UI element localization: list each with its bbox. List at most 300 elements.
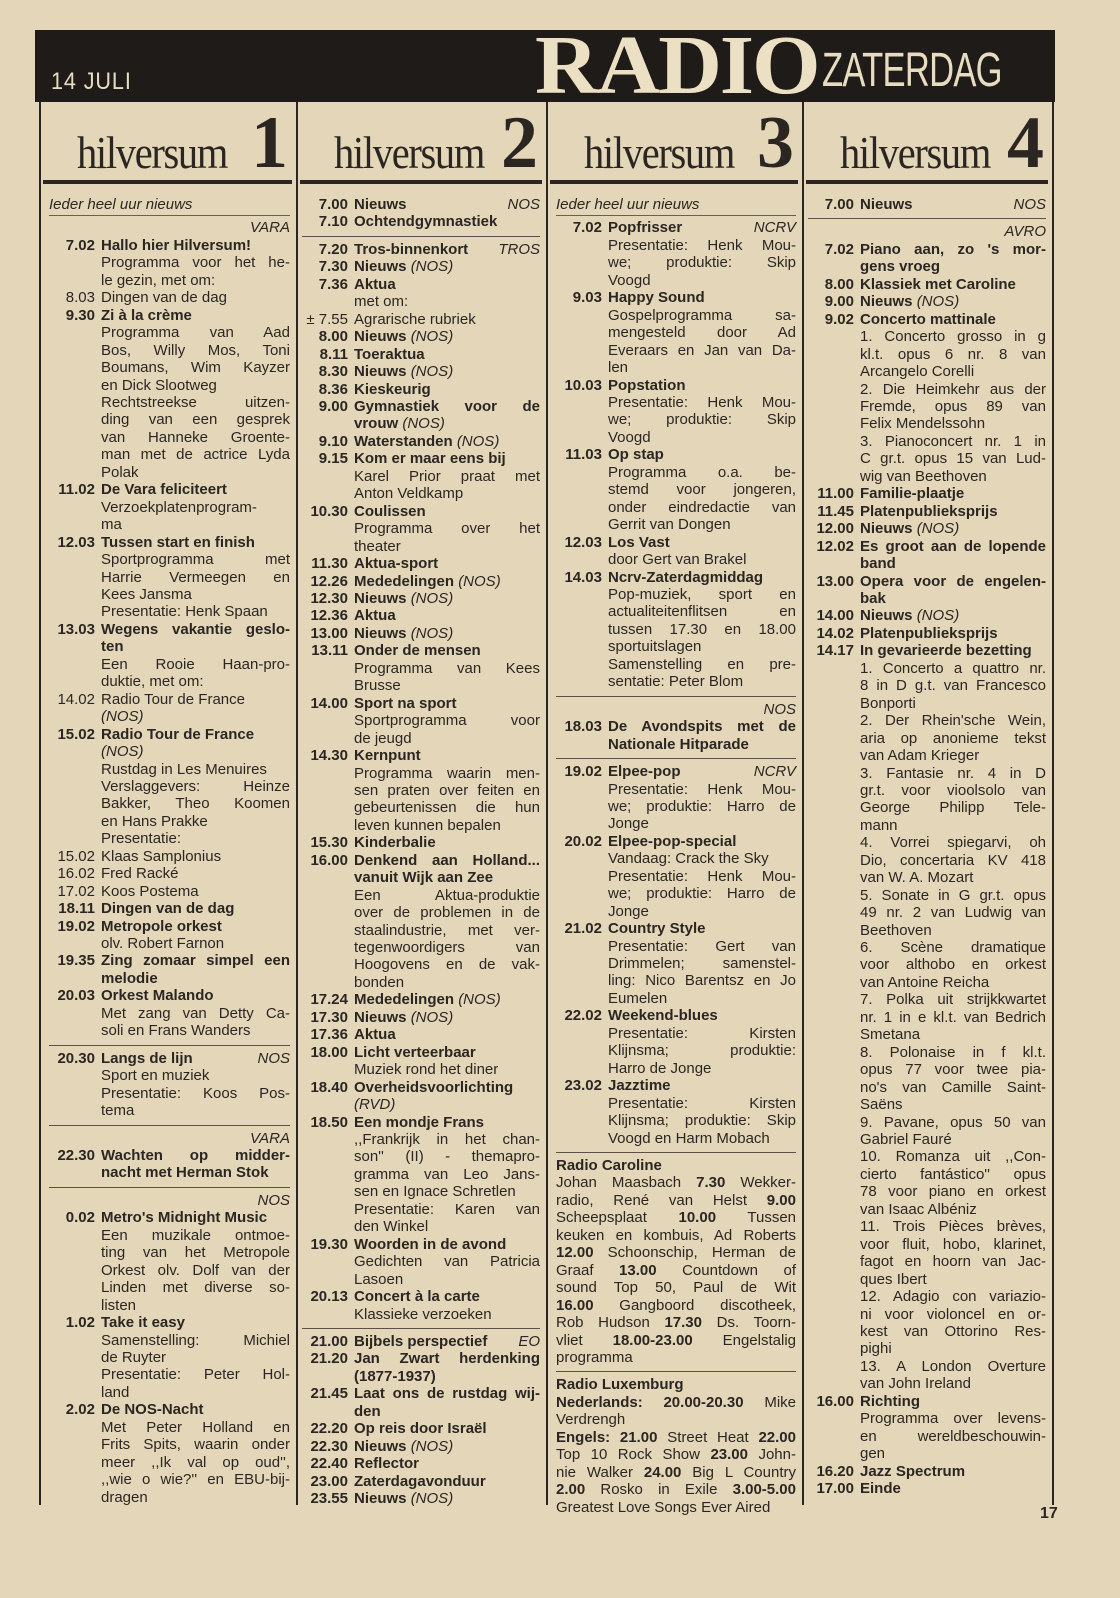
programme-time: 8.36 [318, 380, 348, 398]
column-divider [1052, 102, 1054, 1505]
programme-title-line [101, 848, 290, 865]
programme-time: 7.02 [824, 240, 854, 258]
programme-entry [556, 219, 796, 289]
programme-title: Orkest Malando [101, 987, 214, 1005]
programme-title-line [354, 869, 540, 886]
programme-title-line [860, 538, 1046, 555]
programme-description-line: Jonge [608, 815, 649, 833]
programme-title: gens vroeg [860, 258, 941, 276]
programme-title: Nieuws [354, 196, 407, 213]
programme-details [354, 311, 540, 328]
programme-description-line: cierto fantástico'' opus [860, 1165, 1046, 1183]
programme-title: Piano aan, zo 's mor- [860, 240, 1046, 258]
programme-title: Licht verteerbaar [354, 1043, 476, 1061]
programme-entry [49, 900, 290, 917]
programme-details [101, 307, 290, 482]
programme-time: 13.00 [816, 572, 854, 590]
programme-title-line [101, 1314, 290, 1331]
programme-title-line [354, 1044, 540, 1061]
broadcaster-note: (NOS) [916, 520, 960, 538]
programme-time: 12.02 [816, 537, 854, 555]
programme-entry [302, 1114, 540, 1236]
programme-time: 15.02 [57, 725, 95, 743]
programme-details [354, 1333, 540, 1350]
programme-description-line: dragen [101, 1488, 148, 1506]
station-block-line [556, 1227, 796, 1244]
programme-title-line [608, 718, 796, 735]
station-name: hilversum [77, 127, 228, 178]
programme-description-line: gr.t. voor vioolsolo van [860, 781, 1046, 799]
programme-details [354, 1044, 540, 1079]
page-header-bar [35, 19, 1055, 112]
programme-title: Weekend-blues [608, 1007, 718, 1025]
station-block-line [556, 1332, 796, 1349]
programme-time: 14.02 [816, 624, 854, 642]
programme-description-line: Gabriel Fauré [860, 1131, 952, 1149]
programme-title: Concert à la carte [354, 1288, 480, 1306]
programme-title: Einde [860, 1480, 901, 1498]
programme-description-line: voor fluit, hobo, klarinet, [860, 1235, 1046, 1253]
programme-description-line: 78 voor piano en orkest [860, 1183, 1046, 1201]
programme-details [101, 726, 290, 848]
programme-details [860, 1393, 1046, 1463]
programme-description-line: van John Ireland [860, 1375, 971, 1393]
programme-time: 18.50 [310, 1113, 348, 1131]
programme-description-line: Saëns [860, 1096, 903, 1114]
programme-title-line [354, 258, 540, 275]
programme-entry [808, 538, 1046, 573]
programme-description-line: Presentatie: Gert van [608, 937, 796, 955]
programme-description-line: len [608, 359, 629, 377]
programme-time: 12.00 [816, 520, 854, 538]
programme-description-line: Met Peter Holland en [101, 1418, 290, 1436]
programme-description-line: Programma van Aad [101, 324, 290, 342]
programme-time: 8.00 [824, 275, 854, 293]
programme-title: Op reis door Israël [354, 1420, 487, 1438]
station-block-line [556, 1174, 796, 1191]
programme-description-line: Een muzikale ontmoe- [101, 1226, 290, 1244]
time-segment: 22.00 [758, 1428, 796, 1446]
separator-line [302, 1328, 540, 1329]
programme-description-line: land [101, 1383, 130, 1401]
programme-entry [302, 590, 540, 607]
programme-title-line [860, 241, 1046, 258]
time-segment: 18.00-23.00 [612, 1331, 693, 1349]
programme-description-line: van Isaac Albéniz [860, 1200, 977, 1218]
programme-title-line [608, 377, 796, 394]
text-segment: Ds. Toorn- [702, 1314, 796, 1332]
programme-time: 12.36 [310, 607, 348, 625]
programme-details [354, 555, 540, 572]
programme-description-line: Brusse [354, 677, 401, 695]
programme-description-line: kest van Ottorino Res- [860, 1323, 1046, 1340]
separator-line [556, 758, 796, 759]
programme-title: Jazztime [608, 1077, 671, 1095]
programme-title-line [860, 590, 1046, 607]
programme-title-line [860, 607, 1046, 624]
programme-entry [49, 1401, 290, 1506]
programme-entry [302, 1438, 540, 1455]
programme-entry [808, 503, 1046, 520]
programme-details [860, 293, 1046, 310]
programme-entry [49, 918, 290, 953]
programme-title-line [354, 433, 540, 450]
programme-time: 19.30 [310, 1235, 348, 1253]
text-segment: Countdown of [656, 1261, 796, 1279]
programme-description-line: Samenstelling en pre- [608, 655, 796, 673]
programme-description-line: 3. Pianoconcert nr. 1 in [860, 432, 1046, 450]
programme-title-line [860, 642, 1046, 659]
programme-details [101, 987, 290, 1039]
time-segment: Engels: 21.00 [556, 1428, 658, 1446]
programme-description-line: Presentatie: Henk Spaan [101, 603, 268, 621]
programme-title-line [101, 1164, 290, 1181]
programme-description-line: tussen 17.30 en 18.00 [608, 620, 796, 638]
station-header [806, 102, 1048, 184]
programme-description-line: fagot en hoorn van Jac- [860, 1253, 1046, 1271]
programme-description-line: Presentatie: Kirsten [608, 1024, 796, 1042]
station-number: 3 [757, 102, 794, 184]
programme-entry [302, 1455, 540, 1472]
programme-entry [49, 848, 290, 865]
programme-title: De Avondspits met de [608, 718, 796, 736]
programme-description-line: Programma over levens- [860, 1410, 1046, 1428]
broadcaster-note: (NOS) [916, 607, 960, 625]
programme-time: 14.30 [310, 747, 348, 765]
programme-title: Nationale Hitparade [608, 735, 749, 753]
broadcaster-label: AVRO [1004, 223, 1046, 241]
text-segment: Verdrengh [556, 1411, 626, 1429]
programme-description-line: met om: [354, 293, 409, 311]
programme-entry [49, 865, 290, 882]
programme-time: 14.17 [816, 642, 854, 660]
programme-entry [808, 196, 1046, 213]
programme-details [608, 763, 796, 833]
programme-description-line: man met de actrice Lyda [101, 446, 290, 464]
programme-description-line: en Dick Slootweg [101, 376, 217, 394]
programme-description-line: Kees Jansma [101, 585, 192, 603]
broadcaster-label: VARA [249, 1129, 290, 1147]
programme-description-line: Muziek rond het diner [354, 1061, 499, 1079]
programme-details [101, 918, 290, 953]
programme-description-line: 10. Romanza uit ,,Con- [860, 1148, 1046, 1166]
station-block-title: Radio Caroline [556, 1157, 662, 1175]
programme-title-line [354, 625, 540, 642]
programme-title: Reflector [354, 1455, 420, 1473]
programme-description-line: van W. A. Mozart [860, 869, 974, 887]
programme-time: 22.40 [310, 1455, 348, 1473]
programme-title-line [354, 1350, 540, 1367]
programme-details [608, 569, 796, 691]
programme-details [860, 1480, 1046, 1497]
programme-entry [49, 691, 290, 726]
programme-details [354, 1438, 540, 1455]
programme-description-line: Drimmelen; samenstel- [608, 955, 796, 973]
programme-entry [302, 363, 540, 380]
programme-time: 14.00 [310, 694, 348, 712]
programme-time: 22.30 [57, 1147, 95, 1165]
programme-time: 7.20 [318, 240, 348, 258]
separator-line [49, 1187, 290, 1188]
programme-description-line: Rustdag in Les Menuires [101, 760, 267, 778]
programme-description-line: Lasoen [354, 1270, 404, 1288]
programme-description-line: Programma waarin men- [354, 764, 540, 782]
programme-time: 9.03 [572, 289, 602, 307]
programme-title: ten [101, 638, 124, 656]
programme-description-line: stemd voor jongeren, [608, 481, 796, 499]
news-note: Ieder heel uur nieuws [556, 196, 796, 216]
text-segment: nie Walker [556, 1463, 644, 1481]
station-block [556, 1157, 796, 1366]
programme-details [354, 642, 540, 694]
programme-title-line [354, 1368, 540, 1385]
programme-time: 10.03 [564, 376, 602, 394]
programme-description-line: 2. Die Heimkehr aus der [860, 380, 1046, 398]
programme-description-line: Sportprogramma voor [354, 712, 540, 730]
programme-title: Toeraktua [354, 345, 425, 363]
programme-description-line: Voogd en Harm Mobach [608, 1129, 770, 1147]
programme-title-line [354, 276, 540, 293]
programme-title-line [354, 1385, 540, 1402]
station-block-line [556, 1262, 796, 1279]
programme-time: 7.36 [318, 275, 348, 293]
programme-title: Hallo hier Hilversum! [101, 236, 252, 254]
programme-title-line [860, 1393, 1046, 1410]
programme-description-line: en wereldbeschouwin- [860, 1427, 1046, 1445]
station-name: hilversum [584, 127, 735, 178]
programme-description-line: ding van een gesprek [101, 411, 290, 429]
programme-details [354, 852, 540, 992]
programme-details [860, 276, 1046, 293]
programme-details [354, 573, 540, 590]
programme-description-line: staalindustrie, met ver- [354, 921, 540, 939]
programme-time: 13.00 [310, 624, 348, 642]
programme-entry [302, 311, 540, 328]
programme-description-line: Presentatie: Koos Pos- [101, 1084, 290, 1102]
programme-entry [556, 569, 796, 691]
text-segment: Street Heat [657, 1428, 759, 1446]
broadcaster-label: EO [518, 1333, 540, 1350]
programme-details [608, 534, 796, 569]
programme-title-line [354, 1288, 540, 1305]
programme-description-line: Presentatie: Peter Hol- [101, 1366, 290, 1384]
station-block-line [556, 1464, 796, 1481]
programme-details [608, 920, 796, 1007]
programme-time: 9.30 [65, 306, 95, 324]
text-segment: sound Top 50, Paul de Wit [556, 1279, 796, 1297]
programme-details [608, 1077, 796, 1147]
programme-description-line: aria op anonieme tekst [860, 729, 1046, 747]
programme-description-line: gebeurtenissen die hun [354, 799, 540, 817]
programme-title: vrouw [354, 415, 399, 433]
broadcaster-note: (NOS) [916, 293, 960, 311]
programme-title-line [354, 852, 540, 869]
programme-time: 17.02 [57, 882, 95, 900]
programme-entry [302, 1490, 540, 1507]
programme-title: Tros-binnenkort [354, 240, 469, 258]
programme-entry [302, 834, 540, 851]
programme-entry [556, 377, 796, 447]
programme-details [354, 213, 540, 230]
programme-title: melodie [101, 969, 158, 987]
programme-description-line: Harrie Vermeegen en [101, 568, 290, 586]
programme-title-line [101, 691, 290, 708]
programme-entry [808, 625, 1046, 642]
broadcaster-label: VARA [249, 219, 290, 237]
programme-entry [302, 1009, 540, 1026]
programme-title-line [354, 555, 540, 572]
programme-title-line [101, 726, 290, 743]
programme-title: Mededelingen [354, 572, 455, 590]
text-segment: John- [747, 1446, 796, 1464]
programme-description-line: Dio, concertaria KV 418 [860, 851, 1046, 869]
programme-title: Klassiek met Caroline [860, 275, 1016, 293]
programme-title-line [354, 415, 540, 432]
broadcaster-note: (NOS) [410, 1437, 454, 1455]
programme-entry [556, 1077, 796, 1147]
programme-entry [302, 1385, 540, 1420]
programme-description-line: 2. Der Rhein'sche Wein, [860, 712, 1046, 730]
programme-time: 14.03 [564, 568, 602, 586]
programme-description-line: ,,Frankrijk in het chan- [354, 1131, 540, 1149]
programme-entry [808, 642, 1046, 1392]
programme-description-line: 12. Adagio con variazio- [860, 1288, 1046, 1306]
programme-details [354, 1350, 540, 1385]
programme-entry [556, 534, 796, 569]
programme-title-line [101, 481, 290, 498]
programme-description-line: Fremde, opus 89 van [860, 397, 1046, 415]
programme-entry [556, 289, 796, 376]
programme-title-line [101, 865, 290, 882]
programme-details [608, 718, 796, 753]
programme-title-line [354, 1026, 540, 1043]
broadcaster-note: (NOS) [458, 991, 501, 1009]
programme-description-line: 8 in D g.t. van Francesco [860, 677, 1046, 695]
broadcaster-note: (NOS) [410, 624, 454, 642]
programme-entry [49, 883, 290, 900]
programme-entry [302, 503, 540, 555]
programme-details [608, 446, 796, 533]
programme-time: 7.00 [824, 196, 854, 213]
programme-description-line: Een Aktua-produktie [354, 886, 540, 904]
programme-title-line [101, 1147, 290, 1164]
programme-title-line [354, 398, 540, 415]
programme-description-line: Klassieke verzoeken [354, 1305, 492, 1323]
station-block-line [556, 1394, 796, 1411]
programme-time: 21.20 [310, 1350, 348, 1368]
programme-details [860, 625, 1046, 642]
broadcaster-note: (NOS) [456, 432, 500, 450]
programme-description-line: Voogd [608, 428, 651, 446]
programme-entry [49, 1147, 290, 1182]
programme-time: 19.35 [57, 952, 95, 970]
page-number: 17 [1040, 1505, 1058, 1522]
programme-entry [49, 289, 290, 306]
programme-description-line: sentatie: Peter Blom [608, 673, 744, 691]
programme-description-line: wig van Beethoven [860, 467, 987, 485]
programme-entry [302, 258, 540, 275]
broadcaster-note: (NOS) [402, 415, 445, 433]
programme-entry [302, 607, 540, 624]
programme-title: Laat ons de rustdag wij- [354, 1385, 540, 1403]
programme-description-line: we; produktie: Harro de [608, 797, 796, 815]
programme-entry [302, 1236, 540, 1288]
programme-title-line [354, 381, 540, 398]
programme-details [354, 1079, 540, 1114]
programme-list [41, 184, 296, 1506]
text-segment: Gangboord discotheek, [593, 1296, 796, 1314]
programme-title: Nieuws [860, 293, 913, 311]
programme-time: 7.00 [318, 196, 348, 213]
programme-title-line [354, 695, 540, 712]
programme-title: In gevarieerde bezetting [860, 642, 1032, 660]
programme-title: Koos Postema [101, 882, 199, 900]
schedule-column-hilversum-1 [41, 102, 296, 1506]
programme-time: 20.02 [564, 832, 602, 850]
programme-entry [302, 328, 540, 345]
programme-details [354, 1420, 540, 1437]
programme-time: 11.02 [58, 481, 95, 499]
programme-title: Op stap [608, 446, 664, 464]
programme-description-line: Rechtstreekse uitzen- [101, 393, 290, 411]
programme-entry [49, 987, 290, 1039]
programme-time: 17.30 [310, 1008, 348, 1026]
programme-description-line: van Adam Krieger [860, 747, 980, 765]
programme-details [860, 485, 1046, 502]
broadcaster-label: NOS [257, 1191, 290, 1209]
programme-title-line [608, 1007, 796, 1024]
programme-title-line [608, 289, 796, 306]
programme-time: 11.45 [817, 502, 854, 520]
programme-time: 19.02 [57, 917, 95, 935]
programme-title-line [354, 196, 540, 213]
programme-title-line [860, 503, 1046, 520]
programme-title-line [101, 621, 290, 638]
programme-title: den [354, 1402, 381, 1420]
programme-title-line [860, 196, 1046, 213]
programme-details [608, 219, 796, 289]
programme-title: nacht met Herman Stok [101, 1164, 269, 1182]
programme-title-line [101, 952, 290, 969]
programme-title-line [101, 987, 290, 1004]
programme-entry [49, 1209, 290, 1314]
programme-title-line [354, 450, 540, 467]
programme-details [354, 346, 540, 363]
programme-time: 20.13 [310, 1288, 348, 1306]
schedule-column-hilversum-3 [548, 102, 802, 1516]
programme-title-line [860, 311, 1046, 328]
time-segment: 17.30 [664, 1314, 702, 1332]
programme-title: Zaterdagavonduur [354, 1472, 486, 1490]
station-header [300, 102, 542, 184]
programme-title: Coulissen [354, 502, 426, 520]
programme-description-line: Bos, Willy Mos, Toni [101, 341, 290, 359]
broadcaster-note: (NOS) [101, 708, 144, 726]
programme-title-line [354, 213, 540, 230]
programme-description-line: Sportprogramma met [101, 551, 290, 569]
programme-time: 17.36 [310, 1026, 348, 1044]
programme-title-line [101, 900, 290, 917]
station-block-line [556, 1446, 796, 1463]
station-number: 1 [251, 102, 288, 184]
programme-title: Elpee-pop [608, 763, 681, 781]
station-block-line [556, 1349, 796, 1366]
programme-description-line: gen [860, 1445, 886, 1463]
programme-title: Nieuws [354, 363, 407, 381]
programme-details [354, 258, 540, 275]
programme-time: 21.02 [564, 920, 602, 938]
programme-title-line [101, 237, 290, 254]
